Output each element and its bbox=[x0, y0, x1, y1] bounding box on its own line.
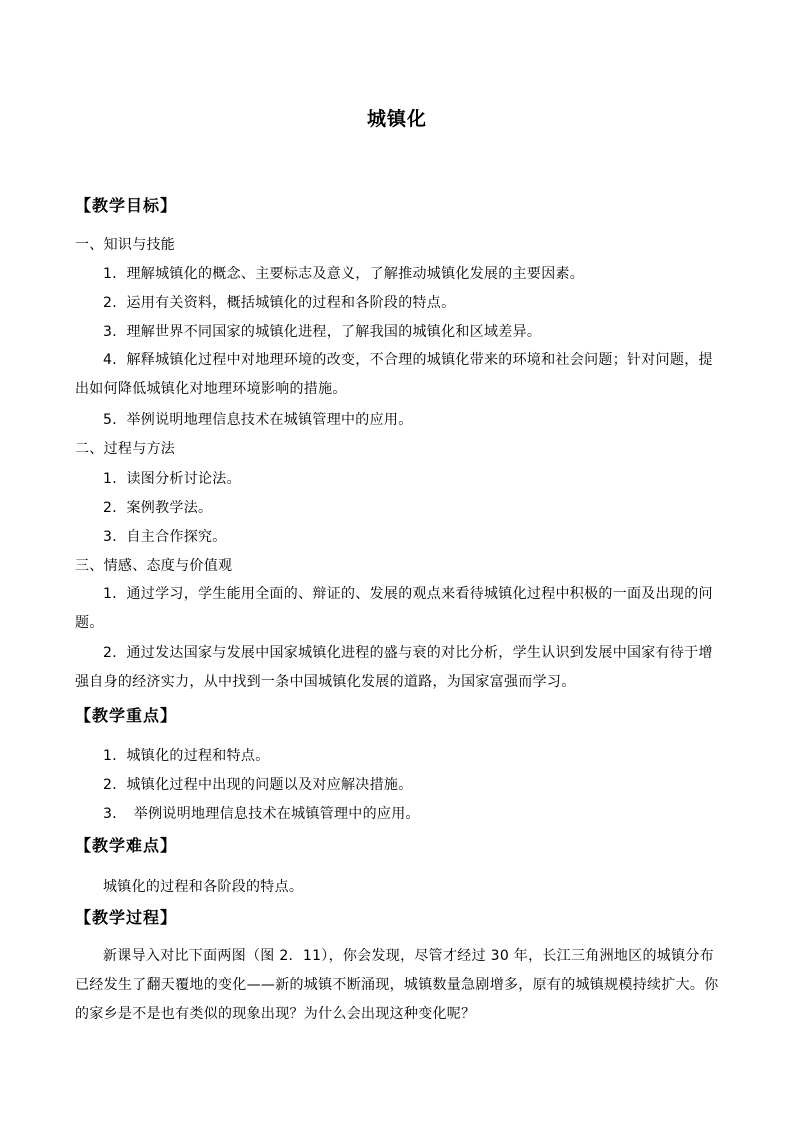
difficulties-text: 城镇化的过程和各阶段的特点。 bbox=[103, 879, 304, 895]
values-item-1: 1．通过学习，学生能用全面的、辩证的、发展的观点来看待城镇化过程中积极的一面及出现的问题。 bbox=[75, 586, 713, 631]
procedure-heading: 【教学过程】 bbox=[75, 908, 178, 927]
process-item-1: 1．读图分析讨论法。 bbox=[103, 471, 241, 487]
process-item-3: 3．自主合作探究。 bbox=[103, 529, 227, 545]
knowledge-item-1: 1．理解城镇化的概念、主要标志及意义，了解推动城镇化发展的主要因素。 bbox=[103, 266, 585, 282]
knowledge-heading: 一、知识与技能 bbox=[75, 237, 176, 253]
key-points-heading: 【教学重点】 bbox=[75, 706, 178, 725]
knowledge-item-4: 4．解释城镇化过程中对地理环境的改变，不合理的城镇化带来的环境和社会问题；针对问题，提出如何降低城镇化对地理环境影响的措施。 bbox=[75, 352, 713, 397]
objectives-heading: 【教学目标】 bbox=[75, 196, 178, 215]
knowledge-item-3: 3．理解世界不同国家的城镇化进程，了解我国的城镇化和区域差异。 bbox=[103, 324, 542, 340]
difficulties-heading: 【教学难点】 bbox=[75, 836, 178, 855]
key-point-1: 1．城镇化的过程和特点。 bbox=[103, 748, 270, 764]
key-point-3: 3． 举例说明地理信息技术在城镇管理中的应用。 bbox=[103, 806, 420, 822]
process-heading: 二、过程与方法 bbox=[75, 441, 176, 457]
knowledge-item-2: 2．运用有关资料，概括城镇化的过程和各阶段的特点。 bbox=[103, 295, 456, 311]
page-title: 城镇化 bbox=[366, 108, 427, 130]
values-heading: 三、情感、态度与价值观 bbox=[75, 558, 233, 574]
key-point-2: 2．城镇化过程中出现的问题以及对应解决措施。 bbox=[103, 777, 413, 793]
knowledge-item-5: 5．举例说明地理信息技术在城镇管理中的应用。 bbox=[103, 412, 413, 428]
values-item-2: 2．通过发达国家与发展中国家城镇化进程的盛与衰的对比分析，学生认识到发展中国家有待于增强自身的经济实力，从中找到一条中国城镇化发展的道路，为国家富强而学习。 bbox=[75, 645, 713, 690]
procedure-intro: 新课导入对比下面两图（图 2．11），你会发现，尽管才经过 30 年，长江三角洲地区的城镇分布已经发生了翻天覆地的变化——新的城镇不断涌现，城镇数量急剧增多，原有的城镇规模持续扩大。你的家乡是不是也有类似的现象出现？为什么会出现这种变化呢？ bbox=[75, 948, 719, 1022]
process-item-2: 2．案例教学法。 bbox=[103, 500, 213, 516]
